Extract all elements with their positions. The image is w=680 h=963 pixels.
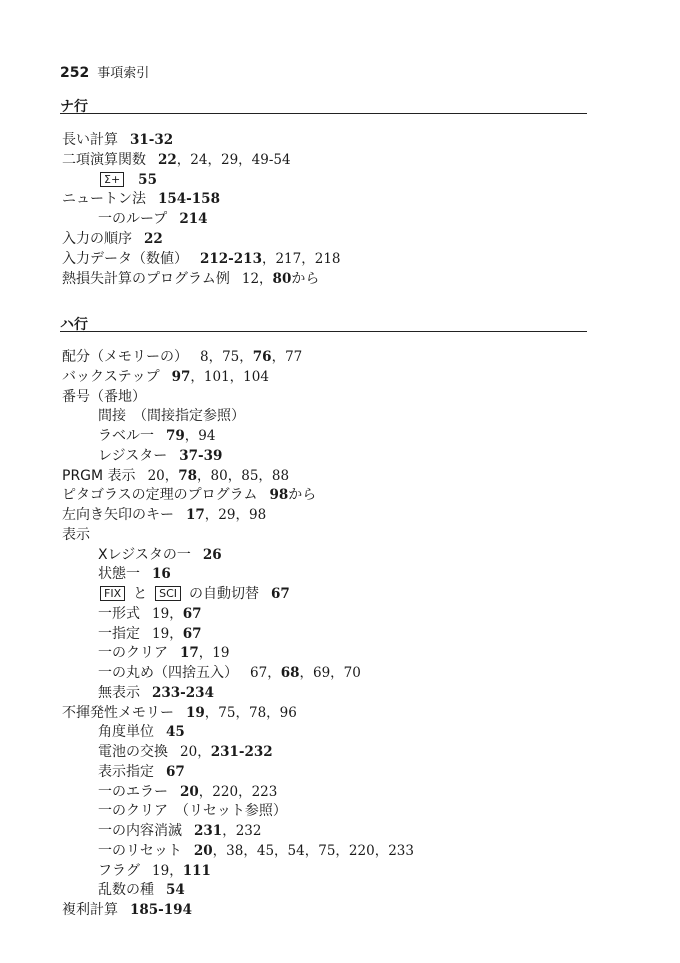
entry-term: 熱損失計算のプログラム例 — [62, 270, 230, 287]
page-ref: 231 — [194, 823, 223, 839]
page-ref: 76 — [252, 349, 272, 365]
index-entry — [98, 684, 214, 704]
page-ref: 111 — [182, 862, 211, 879]
index-entry — [62, 526, 90, 546]
entry-term: 表示 — [62, 526, 90, 543]
page-ref: 70 — [343, 665, 361, 681]
entry-pages: 20，220，223 — [180, 783, 278, 800]
entry-term: 複利計算 — [62, 902, 118, 918]
page-ref: 29 — [220, 151, 239, 168]
page-ref: 20 — [147, 467, 165, 484]
key-label-icon: FIX — [100, 586, 125, 601]
entry-pages: 17，29，98 — [186, 507, 267, 523]
index-entry — [98, 783, 277, 803]
entry-term: 電池の交換 — [98, 744, 168, 760]
page-ref: 16 — [152, 566, 171, 583]
page-ref: 78 — [248, 704, 267, 721]
index-entry — [62, 901, 192, 921]
page-ref: 19 — [152, 862, 170, 879]
entry-pages: 8，75，76，77 — [200, 349, 303, 365]
page-ref: 220 — [212, 783, 239, 800]
page-ref: 17 — [180, 645, 199, 662]
entry-pages: 20，231-232 — [180, 744, 273, 760]
index-entry — [62, 388, 146, 408]
page-ref: 77 — [285, 349, 303, 365]
page-ref: 31-32 — [130, 132, 174, 148]
page-ref: 45 — [166, 724, 185, 741]
page-header — [60, 62, 149, 81]
entry-term: 一のリセット — [98, 842, 182, 859]
connector-text: と — [133, 586, 148, 602]
entry-term: 入力の順序 — [62, 231, 132, 247]
page-ref: 80 — [210, 467, 228, 484]
page-suffix: から — [288, 487, 317, 504]
entry-term: 不揮発性メモリー — [62, 704, 174, 721]
entry-pages — [130, 132, 173, 148]
index-entry — [62, 704, 297, 724]
page-ref: 19 — [152, 605, 170, 622]
entry-term: 状態一 — [98, 566, 140, 583]
page-ref: 12 — [241, 270, 260, 287]
entry-pages — [130, 902, 192, 918]
entry-pages — [144, 231, 163, 247]
entry-pages — [269, 487, 316, 503]
page-ref: 233-234 — [152, 684, 214, 701]
entry-term: バックステップ — [62, 368, 160, 385]
page-ref: 75 — [318, 842, 336, 859]
page-ref: 37-39 — [179, 447, 223, 464]
page-ref: 67 — [250, 665, 268, 681]
page-ref: 68 — [280, 665, 300, 681]
key-label-icon: SCI — [155, 586, 181, 601]
index-entry — [98, 546, 222, 566]
page-ref: 220 — [348, 842, 375, 859]
entry-pages — [271, 586, 290, 602]
page-ref: 54 — [287, 842, 305, 859]
page-ref: 96 — [279, 704, 297, 721]
entry-pages: 20，38，45，54，75，220，233 — [193, 842, 414, 859]
entry-term: 表示指定 — [98, 763, 154, 780]
page-ref: 78 — [178, 467, 198, 484]
section-heading-na: ナ行 — [60, 99, 88, 115]
page-ref: 80 — [272, 270, 292, 287]
page-ref: 214 — [179, 211, 208, 228]
page-ref: 19 — [212, 645, 230, 662]
entry-term: 角度単位 — [98, 724, 154, 741]
index-entry — [62, 131, 173, 151]
entry-pages — [166, 882, 185, 898]
page-ref: 54 — [166, 882, 185, 899]
entry-pages: 19，67 — [152, 625, 202, 642]
entry-pages: 212-213，217，218 — [200, 250, 341, 267]
page-ref: 19 — [186, 704, 205, 721]
page-ref: 98 — [248, 507, 267, 523]
index-entry — [62, 230, 163, 250]
entry-pages: 97，101，104 — [171, 368, 269, 385]
page-ref: 17 — [186, 507, 205, 523]
entry-term: ニュートン法 — [62, 191, 146, 208]
entry-pages: 67，68，69，70 — [250, 665, 361, 681]
entry-pages: 20，78，80，85，88 — [147, 467, 290, 484]
index-entry — [98, 743, 273, 763]
entry-pages: 12，80から — [241, 270, 320, 287]
entry-term: 入力データ（数値） — [62, 250, 188, 267]
entry-term: Xレジスタの一 — [98, 546, 191, 563]
entry-term: フラグ — [98, 862, 140, 879]
entry-term: 一形式 — [98, 605, 140, 622]
page-number: 252 — [60, 65, 90, 81]
index-entry — [98, 862, 211, 882]
index-entry — [98, 802, 287, 822]
entry-term: 一のエラー — [98, 783, 168, 800]
page-ref: 85 — [241, 467, 259, 484]
page-ref: 75 — [218, 704, 236, 721]
index-entry — [98, 210, 208, 230]
index-entry — [98, 723, 185, 743]
index-entry — [98, 763, 185, 783]
entry-pages — [166, 764, 185, 780]
page-ref: 88 — [271, 467, 290, 484]
index-entry — [98, 427, 215, 447]
entry-term: 一の内容消滅 — [98, 823, 182, 839]
page-ref: 79 — [166, 428, 185, 444]
index-entry — [62, 467, 289, 487]
page-ref: 38 — [226, 842, 244, 859]
entry-pages: 19，67 — [152, 605, 202, 622]
index-entry — [98, 842, 414, 862]
entry-term: 乱数の種 — [98, 882, 154, 899]
entry-term: 長い計算 — [62, 132, 118, 148]
entry-pages — [152, 566, 171, 582]
entry-term: ピタゴラスの定理のプログラム — [62, 487, 258, 504]
page-ref: 8 — [200, 349, 209, 365]
page-ref: 212-213 — [200, 250, 262, 267]
entry-pages — [179, 448, 222, 464]
entry-pages — [179, 211, 207, 227]
page-title: 事項索引 — [97, 66, 150, 81]
index-entry — [62, 348, 302, 368]
entry-pages — [203, 547, 222, 563]
page-ref: 22 — [158, 151, 177, 168]
index-entry — [62, 151, 291, 171]
index-entry — [62, 368, 269, 388]
index-entry — [98, 822, 261, 842]
page-ref: 20 — [180, 744, 198, 760]
entry-term: ラベル一 — [98, 428, 154, 444]
entry-pages — [158, 191, 220, 207]
page-ref: 223 — [251, 783, 278, 800]
index-entry — [98, 585, 290, 605]
index-entry — [62, 190, 220, 210]
section-rule — [60, 331, 587, 332]
page-ref: 49-54 — [251, 151, 291, 168]
page-ref: 154-158 — [158, 191, 220, 208]
page-ref: 19 — [152, 625, 170, 642]
entry-pages: 231，232 — [194, 823, 262, 839]
page-ref: 233 — [388, 842, 414, 859]
index-entry — [98, 881, 185, 901]
page-ref: 45 — [256, 842, 275, 859]
page-ref: 75 — [222, 349, 240, 365]
entry-pages — [166, 724, 185, 740]
page-ref: 231-232 — [210, 744, 273, 760]
entry-term: の自動切替 — [189, 586, 260, 602]
index-entry — [98, 605, 201, 625]
entry-term: 一のクリア — [98, 645, 168, 662]
key-label-icon: Σ+ — [100, 172, 124, 187]
page-ref: 22 — [144, 231, 163, 247]
page-ref: 98 — [269, 487, 289, 504]
page-ref: 104 — [243, 368, 269, 385]
entry-pages — [138, 172, 157, 188]
page-ref: 69 — [312, 665, 331, 681]
entry-term: 一指定 — [98, 625, 140, 642]
index-entry — [98, 664, 361, 684]
entry-term: 左向き矢印のキー — [62, 507, 174, 523]
entry-term: PRGM 表示 — [62, 467, 136, 484]
page-ref: 217 — [275, 250, 302, 267]
page-ref: 94 — [198, 428, 216, 444]
entry-term: 間接 （間接指定参照） — [98, 408, 245, 425]
page-ref: 67 — [166, 763, 185, 780]
page-ref: 67 — [182, 625, 202, 642]
entry-term: 無表示 — [98, 684, 140, 701]
page-ref: 20 — [180, 783, 199, 800]
entry-term: 番号（番地） — [62, 388, 146, 405]
section-heading-ha: ハ行 — [60, 317, 88, 333]
page-suffix: から — [291, 270, 320, 287]
page-ref: 232 — [235, 823, 262, 839]
entry-pages — [152, 685, 214, 701]
page-ref: 67 — [182, 605, 202, 622]
entry-pages: 19，111 — [152, 862, 211, 879]
entry-term: 一の丸め（四捨五入） — [98, 665, 238, 681]
index-entry — [62, 506, 266, 526]
index-entry — [62, 250, 341, 270]
entry-term: レジスター — [98, 447, 168, 464]
entry-pages: 17，19 — [180, 645, 230, 662]
section-rule — [60, 113, 587, 114]
entry-term: 一のループ — [98, 211, 168, 228]
page-ref: 20 — [193, 842, 213, 859]
page-ref: 67 — [271, 586, 290, 602]
page-ref: 101 — [203, 368, 230, 385]
page-ref: 24 — [190, 151, 208, 168]
entry-pages: 19，75，78，96 — [186, 704, 297, 721]
index-entry — [98, 407, 245, 427]
index-entry — [62, 270, 319, 290]
page-ref: 97 — [171, 368, 191, 385]
page-ref: 55 — [138, 171, 157, 188]
index-entry — [98, 644, 229, 664]
index-entry — [98, 171, 157, 191]
page-ref: 185-194 — [130, 902, 192, 918]
entry-pages: 79，94 — [166, 428, 216, 444]
entry-pages: 22，24，29，49-54 — [158, 151, 291, 168]
page-ref: 29 — [218, 507, 236, 523]
index-entry — [62, 486, 316, 506]
index-entry — [98, 625, 201, 645]
index-entry — [98, 447, 222, 467]
page-ref: 26 — [202, 546, 222, 563]
index-entry — [98, 565, 171, 585]
entry-term: 一のクリア （リセット参照） — [98, 803, 287, 820]
entry-term: 二項演算関数 — [62, 151, 146, 168]
entry-term: 配分（メモリーの） — [62, 349, 188, 365]
page-ref: 218 — [314, 250, 341, 267]
